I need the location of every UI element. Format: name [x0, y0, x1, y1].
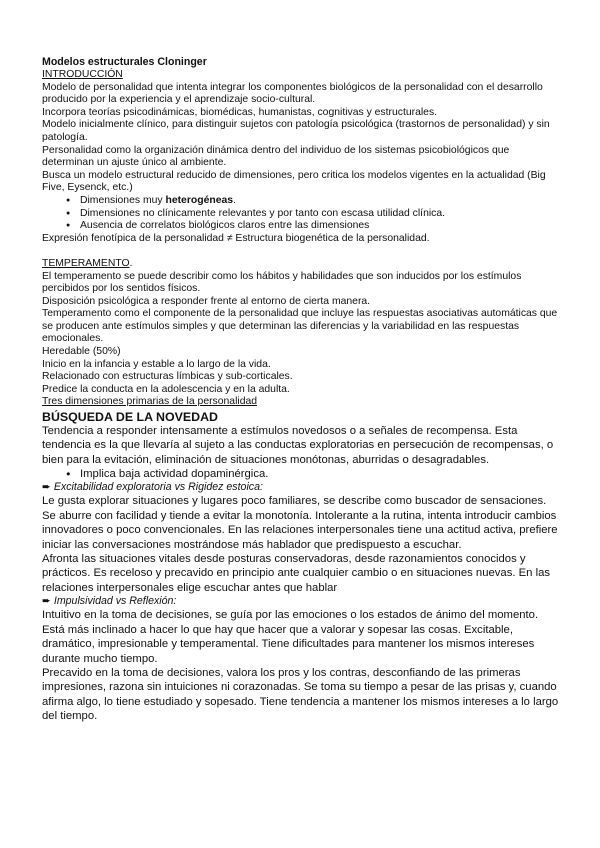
- busqueda-bullet-list: [42, 467, 562, 481]
- intro-line-2: Incorpora teorías psicodinámicas, biomédicas, humanistas, cognitivas y estructurales.: [42, 106, 438, 118]
- subsection-2-paragraph-2: Precavido en la toma de decisiones, valora los pros y los contras, desconfiando de las primeras impresiones, razona sin intuiciones ni corazonadas. Se toma su tiempo a pesar de las prisas y, cuando afirma algo, lo tiene estudiado y sopesado. Tiene tendencia a mantener los mismos intereses a lo largo del tiempo.: [42, 666, 559, 723]
- temperamento-heading-suffix: .: [129, 257, 133, 269]
- bullet-1-prefix: Dimensiones muy: [80, 194, 166, 206]
- subsection-2-label: Impulsividad vs Reflexión:: [53, 595, 177, 608]
- intro-line-3: Modelo inicialmente clínico, para distinguir sujetos con patología psicológica (trastornos de personalidad) y sin patología.: [42, 119, 550, 143]
- temperamento-heading: TEMPERAMENTO: [42, 257, 130, 269]
- arrow-icon: ➨: [42, 595, 51, 608]
- intro-line-4: Personalidad como la organización dinámica dentro del individuo de los sistemas psicobiológicos que determinan un ajuste único al ambiente.: [42, 144, 510, 169]
- subsection-2-paragraph-1: Intuitivo en la toma de decisiones, se guía por las emociones o los estados de ánimo del momento. Está más inclinado a hacer lo que hay que hacer que a valorar y sopesar las cosas. Excitable, dramático, impresionable y temperamental. Tiene dificultades para mantener los mismos intereses durante mucho tiempo.: [42, 609, 539, 665]
- temperamento-line-4: Heredable (50%): [42, 346, 121, 358]
- temperamento-line-3: Temperamento como el componente de la personalidad que incluye las respuestas asociativas automáticas que se producen ante estímulos simples y que determinan las diferencias y la variabilidad en las respuestas emocionales.: [42, 308, 558, 345]
- intro-bullet-3: ● Ausencia de correlatos biológicos claros entre las dimensiones: [66, 220, 562, 233]
- subsection-1-paragraph-2: Afronta las situaciones vitales desde posturas conservadoras, desde razonamientos conocidos y prácticos. Es receloso y precavido en principio ante cualquier cambio o en situaciones nuevas. En las relaciones interpersonales elige escuchar antes que hablar: [42, 553, 551, 594]
- temperamento-heading-line: [42, 258, 562, 271]
- temperamento-line-6: Relacionado con estructuras límbicas y sub-corticales.: [42, 371, 293, 383]
- subsection-2-title: [42, 595, 562, 608]
- document-title: Modelos estructurales Cloninger: [42, 56, 207, 68]
- intro-heading: INTRODUCCIÓN: [42, 69, 123, 80]
- busqueda-heading: BÚSQUEDA DE LA NOVEDAD: [42, 410, 219, 425]
- busqueda-bullet-1: ● Implica baja actividad dopaminérgica.: [66, 467, 562, 481]
- intro-bullet-2: ● Dimensiones no clínicamente relevantes y por tanto con escasa utilidad clínica.: [66, 208, 562, 221]
- dimensions-link: Tres dimensiones primarias de la personalidad: [42, 396, 258, 408]
- intro-line-5: Busca un modelo estructural reducido de dimensiones, pero critica los modelos vigentes en la actualidad (Big Five, Eysenck, etc.): [42, 169, 546, 194]
- intro-bullet-1: [66, 195, 562, 208]
- arrow-icon: ➨: [42, 481, 51, 494]
- intro-closing: Expresión fenotípica de la personalidad ≠ Estructura biogenética de la personalidad.: [42, 232, 430, 244]
- bullet-1-bold: heterogéneas: [165, 194, 234, 206]
- subsection-1-title: [42, 481, 562, 494]
- temperamento-line-5: Inicio en la infancia y estable a lo largo de la vida.: [42, 358, 271, 370]
- subsection-1-paragraph-1: Le gusta explorar situaciones y lugares poco familiares, se describe como buscador de sensaciones. Se aburre con facilidad y tiende a evitar la monotonía. Intolerante a la rutina, intenta introducir cambios innovadores o poco convencionales. En las relaciones interpersonales tiene una actitud activa, prefiere iniciar las conversaciones mostrándose más hablador que predispuesto a escuchar.: [42, 495, 558, 551]
- document-page: [42, 56, 562, 724]
- temperamento-line-1: El temperamento se puede describir como los hábitos y habilidades que son inducidos por los estímulos percibidos por los sentidos físicos.: [42, 270, 522, 295]
- busqueda-intro: Tendencia a responder intensamente a estímulos novedosos o a señales de recompensa. Esta tendencia es la que llevaría al sujeto a las conductas exploratorias en persecución de recompensas, o bien para la evitación, eliminación de situaciones monótonas, aburridas o desagradables.: [42, 425, 554, 466]
- bullet-1-suffix: .: [233, 194, 236, 206]
- intro-line-1: Modelo de personalidad que intenta integrar los componentes biológicos de la personalidad con el desarrollo producido por la experiencia y el aprendizaje socio-cultural.: [42, 81, 543, 106]
- temperamento-line-7: Predice la conducta en la adolescencia y en la adulta.: [42, 383, 290, 395]
- temperamento-line-2: Disposición psicológica a responder frente al entorno de cierta manera.: [42, 295, 371, 307]
- subsection-1-label: Excitabilidad exploratoria vs Rigidez estoica:: [53, 481, 263, 494]
- intro-bullet-list: [42, 195, 562, 233]
